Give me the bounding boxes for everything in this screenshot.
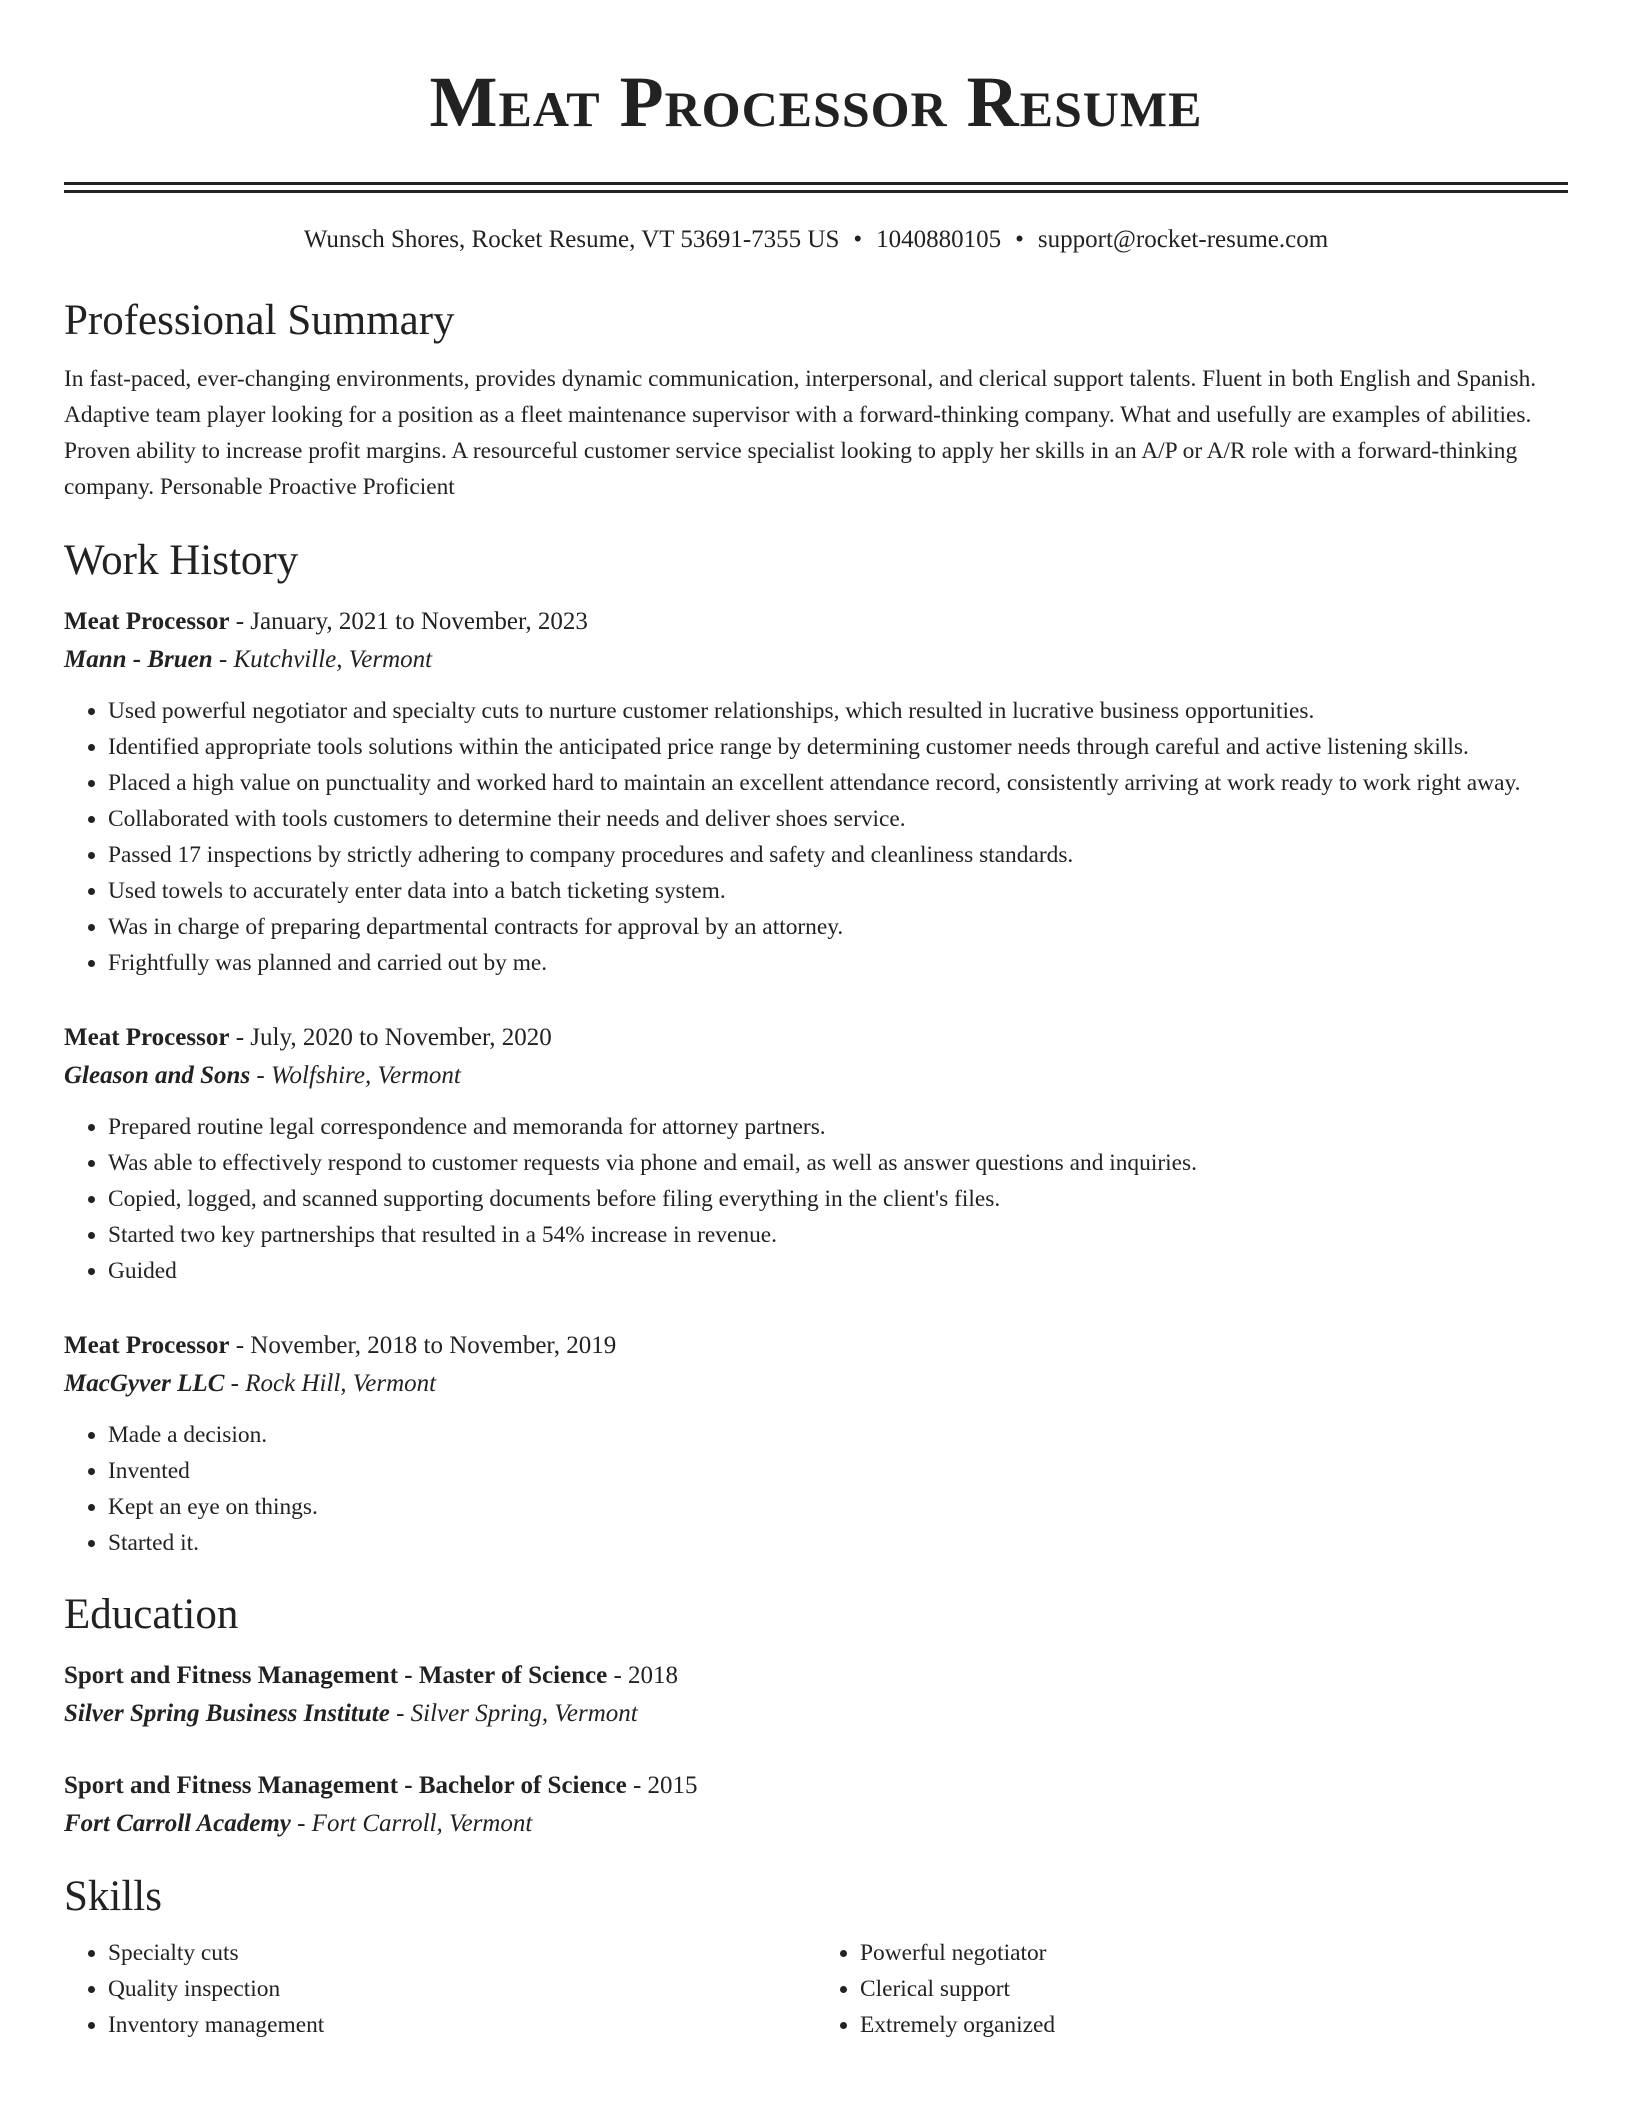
job-title: Meat Processor	[64, 608, 230, 635]
job-title: Meat Processor	[64, 1024, 230, 1051]
job-bullet: • Started it.	[108, 1525, 1568, 1561]
contact-address: Wunsch Shores, Rocket Resume, VT 53691-7355 US	[303, 226, 840, 253]
contact-email: support@rocket-resume.com	[1037, 226, 1329, 253]
job-title-line	[64, 1019, 1568, 1057]
skill-item: • Extremely organized	[860, 2007, 1568, 2043]
job-bullet: • Was able to effectively respond to customer requests via phone and email, as well as answer questions and inquiries.	[108, 1145, 1568, 1181]
summary-text: In fast-paced, ever-changing environments, provides dynamic communication, interpersonal, and clerical support talents. Fluent in both English and Spanish. Adaptive team player looking for a position as a fleet maintenance supervisor with a forward-thinking company. What and usefully are examples of abilities. Proven ability to increase profit margins. A resourceful customer service specialist looking to apply her skills in an A/P or A/R role with a forward-thinking company. Personable Proactive Proficient	[64, 366, 1537, 500]
skills-columns	[64, 1935, 1568, 2043]
job-bullet: • Prepared routine legal correspondence and memoranda for attorney partners.	[108, 1109, 1568, 1145]
job-location: - Wolfshire, Vermont	[250, 1062, 461, 1089]
education-school-line	[64, 1805, 1568, 1843]
skill-item: • Specialty cuts	[108, 1935, 816, 1971]
education-year: - 2015	[626, 1772, 698, 1799]
skills-list-right	[816, 1935, 1568, 2043]
job-bullet: • Was in charge of preparing departmental contracts for approval by an attorney.	[108, 909, 1568, 945]
skills-list-left	[64, 1935, 816, 2043]
education-degree-line	[64, 1767, 1568, 1805]
education-school: Silver Spring Business Institute	[64, 1700, 390, 1727]
skill-item: • Inventory management	[108, 2007, 816, 2043]
education-year: - 2018	[607, 1662, 679, 1689]
job-location: - Kutchville, Vermont	[212, 646, 433, 673]
job-location: - Rock Hill, Vermont	[224, 1370, 437, 1397]
job-bullet: • Started two key partnerships that resulted in a 54% increase in revenue.	[108, 1217, 1568, 1253]
job-bullets	[64, 693, 1568, 981]
section-heading-summary: Professional Summary	[64, 297, 455, 344]
education-location: - Silver Spring, Vermont	[389, 1700, 638, 1727]
skill-item: • Clerical support	[860, 1971, 1568, 2007]
job-entry	[64, 603, 1568, 981]
job-dates: - July, 2020 to November, 2020	[229, 1024, 552, 1051]
job-bullet: • Frightfully was planned and carried out by me.	[108, 945, 1568, 981]
job-bullet: • Used towels to accurately enter data into a batch ticketing system.	[108, 873, 1568, 909]
job-company: Mann - Bruen	[64, 646, 213, 673]
contact-separator: •	[1015, 226, 1024, 253]
job-bullet: • Used powerful negotiator and specialty cuts to nurture customer relationships, which resulted in lucrative business opportunities.	[108, 693, 1568, 729]
section-heading-skills: Skills	[64, 1873, 162, 1920]
job-bullet: • Invented	[108, 1453, 1568, 1489]
job-entry	[64, 1327, 1568, 1561]
job-title: Meat Processor	[64, 1332, 230, 1359]
job-bullet: • Passed 17 inspections by strictly adhering to company procedures and safety and cleanliness standards.	[108, 837, 1568, 873]
job-dates: - November, 2018 to November, 2019	[229, 1332, 617, 1359]
job-bullets	[64, 1109, 1568, 1289]
job-title-line	[64, 603, 1568, 641]
job-bullet: • Placed a high value on punctuality and worked hard to maintain an excellent attendance record, consistently arriving at work ready to work right away.	[108, 765, 1568, 801]
job-company-line	[64, 1365, 1568, 1403]
job-bullet: • Copied, logged, and scanned supporting documents before filing everything in the client's files.	[108, 1181, 1568, 1217]
job-title-line	[64, 1327, 1568, 1365]
title-double-rule	[64, 182, 1568, 193]
education-degree-line	[64, 1657, 1568, 1695]
job-company-line	[64, 1057, 1568, 1095]
education-entry	[64, 1767, 1568, 1843]
education-school-line	[64, 1695, 1568, 1733]
skill-item: • Quality inspection	[108, 1971, 816, 2007]
contact-phone: 1040880105	[876, 226, 1002, 253]
job-bullet: • Guided	[108, 1253, 1568, 1289]
job-company: MacGyver LLC	[64, 1370, 225, 1397]
job-company: Gleason and Sons	[64, 1062, 251, 1089]
job-dates: - January, 2021 to November, 2023	[229, 608, 588, 635]
job-bullet: • Kept an eye on things.	[108, 1489, 1568, 1525]
education-degree: Sport and Fitness Management - Master of Science	[64, 1662, 608, 1689]
resume-title: Meat Processor Resume	[429, 62, 1203, 142]
job-bullet: • Made a decision.	[108, 1417, 1568, 1453]
education-location: - Fort Carroll, Vermont	[290, 1810, 533, 1837]
job-bullet: • Collaborated with tools customers to determine their needs and deliver shoes service.	[108, 801, 1568, 837]
job-company-line	[64, 641, 1568, 679]
education-degree: Sport and Fitness Management - Bachelor of Science	[64, 1772, 627, 1799]
contact-line	[64, 223, 1568, 257]
contact-separator: •	[853, 226, 863, 253]
education-school: Fort Carroll Academy	[64, 1810, 291, 1837]
job-entry	[64, 1019, 1568, 1289]
job-bullet: • Identified appropriate tools solutions within the anticipated price range by determining customer needs through careful and active listening skills.	[108, 729, 1568, 765]
section-heading-work-history: Work History	[64, 537, 299, 584]
job-bullets	[64, 1417, 1568, 1561]
education-entry	[64, 1657, 1568, 1733]
section-heading-education: Education	[64, 1591, 239, 1638]
skill-item: • Powerful negotiator	[860, 1935, 1568, 1971]
